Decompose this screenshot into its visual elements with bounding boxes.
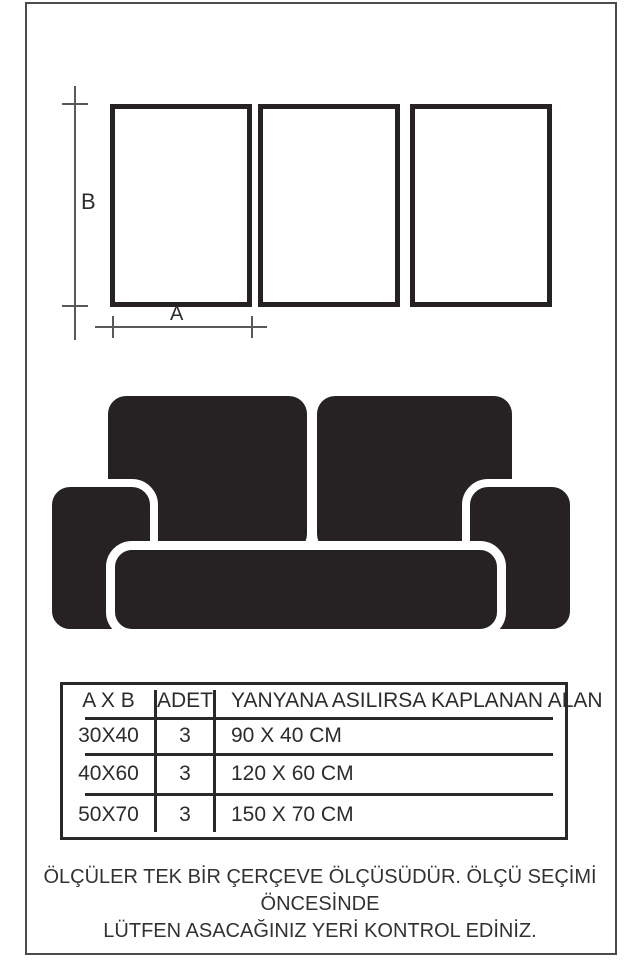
cell-area: 150 X 70 CM bbox=[231, 803, 354, 826]
disclaimer-line-2: LÜTFEN ASACAĞINIZ YERİ KONTROL EDİNİZ. bbox=[103, 920, 537, 942]
dimension-tick-left bbox=[112, 316, 114, 338]
dimension-tick-bottom bbox=[62, 305, 88, 307]
dimension-line-vertical bbox=[74, 86, 76, 340]
dimension-label-a: A bbox=[170, 303, 184, 325]
cell-count: 3 bbox=[179, 803, 191, 826]
table-column-divider-2 bbox=[213, 690, 216, 832]
picture-frame-1 bbox=[110, 104, 252, 307]
cell-area: 90 X 40 CM bbox=[231, 724, 342, 747]
picture-frame-3 bbox=[410, 104, 552, 307]
picture-frame-2 bbox=[258, 104, 400, 307]
disclaimer-line-1: ÖLÇÜLER TEK BİR ÇERÇEVE ÖLÇÜSÜDÜR. ÖLÇÜ SEÇİMİ ÖNCESİNDE bbox=[43, 866, 597, 915]
cell-count: 3 bbox=[179, 724, 191, 747]
cell-size: 50X70 bbox=[78, 803, 139, 826]
size-table bbox=[60, 682, 603, 840]
dimension-tick-top bbox=[62, 103, 88, 105]
cell-size: 30X40 bbox=[78, 724, 139, 747]
cell-size: 40X60 bbox=[78, 762, 139, 785]
measurement-disclaimer bbox=[30, 864, 610, 945]
cell-count: 3 bbox=[179, 762, 191, 785]
header-adet: ADET bbox=[157, 689, 214, 712]
dimension-label-b: B bbox=[81, 189, 96, 214]
header-axb: A X B bbox=[82, 689, 135, 712]
sofa-seat-icon bbox=[106, 541, 506, 638]
dimension-tick-right bbox=[251, 316, 253, 338]
dimension-line-horizontal bbox=[95, 326, 267, 328]
header-alan: YANYANA ASILIRSA KAPLANAN ALAN bbox=[231, 689, 603, 712]
cell-area: 120 X 60 CM bbox=[231, 762, 354, 785]
